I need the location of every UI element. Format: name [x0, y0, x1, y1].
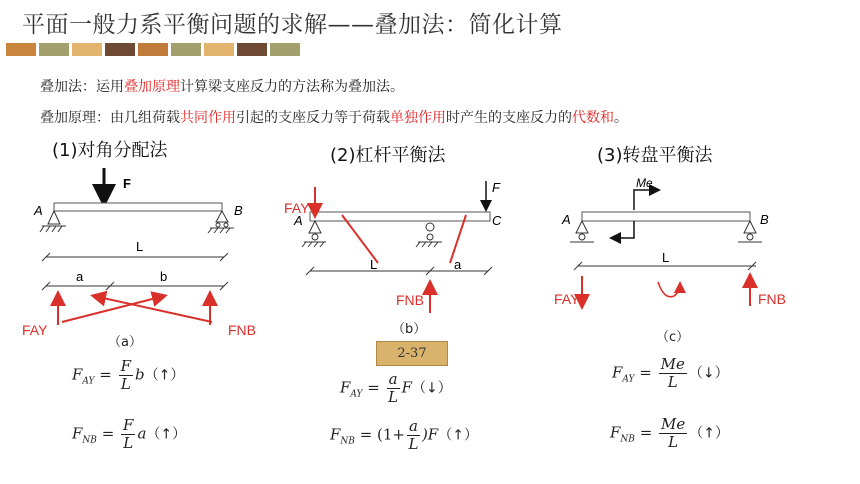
- formula-fay-b: $F_{AY}$ = $\frac{a}{L}$ F（↓）: [340, 370, 452, 406]
- formula-subscript: AY: [82, 376, 95, 387]
- method1-diagram: [0, 160, 270, 340]
- roller-support-b: [738, 221, 762, 242]
- numerator: Me: [660, 355, 685, 373]
- denominator: L: [388, 388, 399, 406]
- denominator: L: [120, 375, 131, 393]
- formula-symbol: F: [72, 424, 83, 443]
- highlight-text: 共同作用: [180, 110, 236, 126]
- numerator: F: [123, 416, 134, 434]
- page-title: 平面一般力系平衡问题的求解——叠加法：简化计算: [22, 12, 563, 38]
- length-label-a: a: [454, 257, 462, 272]
- direction-label: （↑）: [146, 426, 187, 443]
- formula-symbol: F: [612, 363, 623, 382]
- denominator: L: [668, 433, 679, 451]
- method3-heading: (3)转盘平衡法: [597, 145, 713, 166]
- fraction: [119, 358, 133, 393]
- direction-label: （↑）: [689, 425, 730, 442]
- numerator: F: [120, 357, 132, 375]
- principle-line: [40, 107, 628, 127]
- formula-fay-c: $F_{AY}$ = $\frac{Me}{L}$ （↓）: [612, 355, 729, 391]
- method3-diagram: [540, 172, 810, 312]
- formula-subscript: NB: [82, 435, 97, 446]
- text: 叠加法：运用: [40, 79, 124, 95]
- formula-symbol: F: [72, 365, 83, 384]
- reaction-fay-label: FAY: [284, 200, 310, 216]
- overhang-beam: [310, 212, 490, 221]
- pin-support-a: [570, 221, 594, 242]
- formula-subscript: NB: [340, 436, 355, 447]
- formula-subscript: AY: [622, 374, 635, 385]
- definition-line: [40, 76, 404, 96]
- formula-factor: )F: [421, 425, 439, 444]
- swatch: [237, 43, 267, 56]
- moment-arrow-top: [634, 190, 658, 210]
- fraction: [387, 371, 400, 406]
- swatch: [270, 43, 300, 56]
- length-label-b: b: [160, 269, 168, 284]
- support-b-label: B: [760, 212, 769, 227]
- text: 时产生的支座反力的: [446, 110, 572, 126]
- reaction-fnb-label: FNB: [396, 292, 424, 308]
- rotation-arc-icon: [658, 282, 680, 297]
- pin-support-a: [302, 221, 326, 247]
- formula-subscript: AY: [350, 389, 363, 400]
- length-label-l: L: [136, 239, 144, 254]
- length-label-l: L: [662, 250, 670, 265]
- method2-heading: (2)杠杆平衡法: [330, 145, 446, 166]
- caption-a: （a）: [108, 335, 142, 350]
- swatch: [6, 43, 36, 56]
- formula-factor: b: [135, 365, 145, 384]
- beam: [54, 203, 222, 211]
- end-c-label: C: [492, 213, 502, 228]
- direction-label: （↑）: [144, 367, 185, 384]
- pin-support-a: [40, 211, 66, 232]
- formula-fnb-b: $F_{NB} = (1+$ $\frac{a}{L}$ )F（↑）: [330, 417, 478, 453]
- support-b-label: B: [234, 203, 243, 218]
- reaction-fnb-label: FNB: [758, 291, 786, 307]
- length-label-a: a: [76, 269, 84, 284]
- dimension-ticks: [42, 253, 228, 290]
- formula-prefix: (1+: [377, 425, 405, 444]
- direction-label: （↓）: [688, 365, 729, 382]
- swatch: [138, 43, 168, 56]
- swatch: [204, 43, 234, 56]
- reaction-fnb-label: FNB: [228, 322, 256, 338]
- denominator: L: [408, 435, 419, 453]
- highlight-text: 代数和: [572, 110, 614, 126]
- formula-symbol: F: [330, 425, 341, 444]
- load-label: F: [123, 176, 131, 191]
- text: 引起的支座反力等于荷载: [236, 110, 390, 126]
- swatch: [105, 43, 135, 56]
- denominator: L: [123, 434, 134, 452]
- slide-number-badge: 2-37: [376, 341, 448, 366]
- length-label-l: L: [370, 257, 378, 272]
- text: 计算梁支座反力的方法称为叠加法。: [180, 79, 404, 95]
- highlight-text: 叠加原理: [124, 79, 180, 95]
- formula-fnb-c: $F_{NB}$ = $\frac{Me}{L}$ （↑）: [610, 415, 730, 451]
- direction-label: （↑）: [438, 427, 478, 444]
- decor-swatch-bar: [6, 43, 300, 56]
- support-a-label: A: [34, 203, 43, 218]
- formula-factor: F: [401, 378, 412, 397]
- swatch: [39, 43, 69, 56]
- swatch: [72, 43, 102, 56]
- formula-fnb-a: $F_{NB}$ = $\frac{F}{L}$ a（↑）: [72, 416, 187, 452]
- formula-factor: a: [137, 424, 147, 443]
- formula-subscript: NB: [620, 434, 635, 445]
- formula-symbol: F: [340, 378, 351, 397]
- moment-label: Me: [636, 176, 653, 190]
- text: 叠加原理：由几组荷载: [40, 110, 180, 126]
- formula-fay-a: $F_{AY}$ = $\frac{F}{L}$ b（↑）: [72, 357, 185, 393]
- lever-arrow-right: [450, 215, 466, 263]
- fraction: [407, 418, 420, 453]
- support-a-label: A: [294, 213, 303, 228]
- load-label: F: [492, 180, 500, 195]
- reaction-fay-label: FAY: [22, 322, 48, 338]
- denominator: L: [667, 373, 678, 391]
- numerator: a: [409, 417, 418, 435]
- formula-symbol: F: [610, 423, 621, 442]
- highlight-text: 单独作用: [390, 110, 446, 126]
- fraction: [659, 416, 687, 451]
- caption-c: （c）: [656, 330, 690, 345]
- roller-support-b: [416, 223, 442, 247]
- method2-diagram: [270, 175, 510, 315]
- moment-arrow-bottom: [612, 221, 634, 238]
- direction-label: （↓）: [411, 380, 452, 397]
- numerator: a: [388, 370, 398, 388]
- support-a-label: A: [562, 212, 571, 227]
- swatch: [171, 43, 201, 56]
- reaction-fay-label: FAY: [554, 291, 580, 307]
- fraction: [121, 417, 135, 452]
- text: 。: [614, 110, 628, 126]
- method1-heading: (1)对角分配法: [52, 140, 168, 161]
- fraction: [659, 356, 687, 391]
- numerator: Me: [661, 415, 686, 433]
- lever-arrow-left: [342, 215, 378, 263]
- roller-support-b: [208, 211, 234, 233]
- caption-b: （b）: [392, 322, 427, 337]
- beam: [582, 212, 750, 221]
